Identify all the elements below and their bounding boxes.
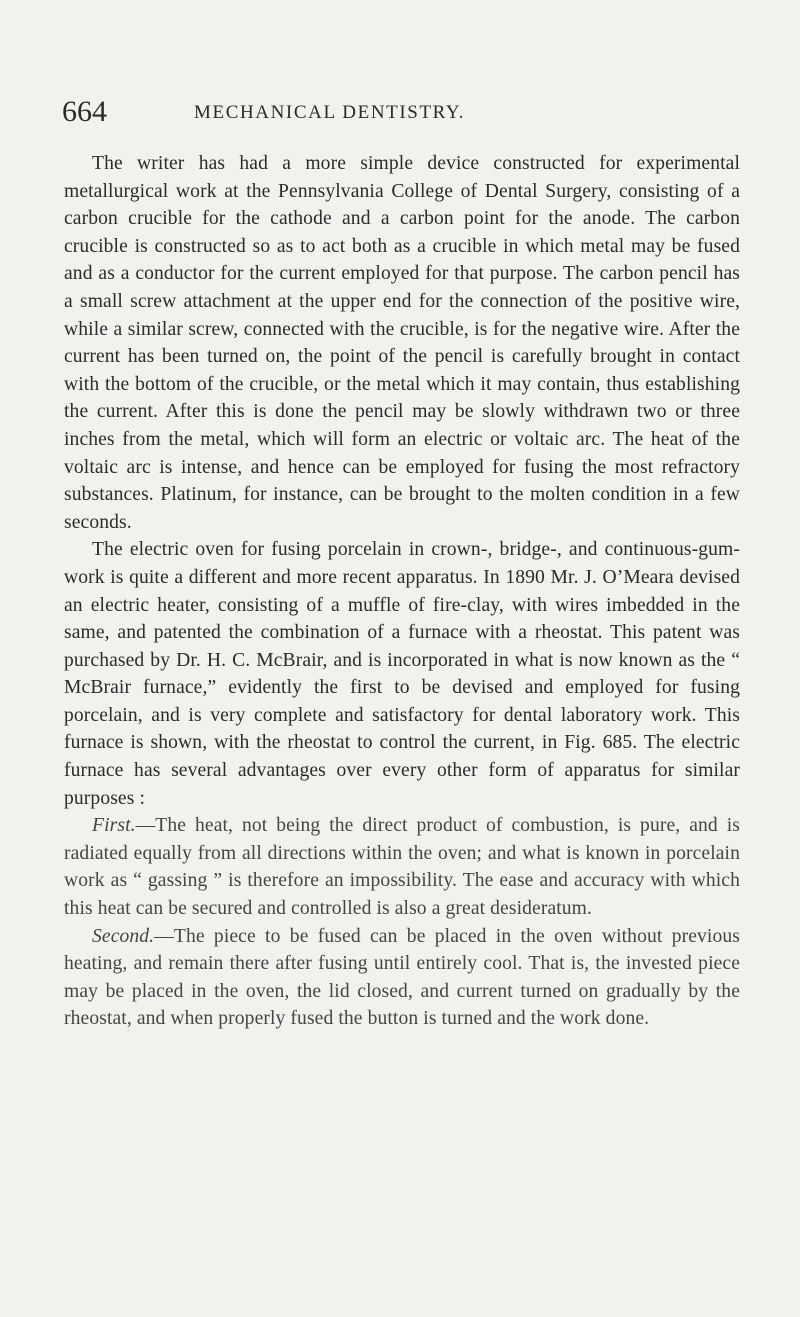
- paragraph-first-advantage: [64, 812, 740, 922]
- paragraph-lead: First.: [92, 815, 136, 837]
- paragraph-lead: Second.: [92, 925, 155, 947]
- body-text: [64, 150, 740, 1033]
- paragraph-text: —The heat, not being the direct product of combustion, is pure, and is radiated equally from all directions within the oven; and what is known in porcelain work as “ gassing ” is therefore an impossibility. The ease and accuracy with which this heat can be secured and controlled is also a great desideratum.: [64, 815, 740, 920]
- paragraph-text: The electric oven for fusing porcelain in crown-, bridge-, and continuous-gum-work is quite a different and more recent apparatus. In 1890 Mr. J. O’Meara devised an electric heater, consisting of a muffle of fire-clay, with wires imbedded in the same, and patented the combination of a furnace with a rheostat. This patent was purchased by Dr. H. C. McBrair, and is incorporated in what is now known as the “ McBrair furnace,” evidently the first to be devised and employed for fusing porcelain, and is very complete and satisfactory for dental laboratory work. This furnace is shown, with the rheostat to control the current, in Fig. 685. The electric furnace has several advantages over every other form of apparatus for similar purposes :: [64, 539, 740, 809]
- paragraph-carbon-crucible: [64, 150, 740, 536]
- paragraph-electric-oven: [64, 536, 740, 812]
- paragraph-second-advantage: [64, 923, 740, 1033]
- page-header: [62, 92, 742, 132]
- paragraph-text: The writer has had a more simple device constructed for experimental metallurgical work at the Pennsylvania College of Dental Surgery, consisting of a carbon crucible for the cathode and a carbon point for the anode. The carbon crucible is constructed so as to act both as a crucible in which metal may be fused and as a conductor for the current employed for that purpose. The carbon pencil has a small screw attachment at the upper end for the connection of the positive wire, while a similar screw, connected with the crucible, is for the negative wire. After the current has been turned on, the point of the pencil is carefully brought in contact with the bottom of the crucible, or the metal which it may contain, thus establishing the current. After this is done the pencil may be slowly withdrawn two or three inches from the metal, which will form an electric or voltaic arc. The heat of the voltaic arc is intense, and hence can be employed for fusing the most refractory substances. Platinum, for instance, can be brought to the molten condition in a few seconds.: [64, 153, 740, 533]
- page-number: 664: [62, 95, 107, 128]
- paragraph-text: —The piece to be fused can be placed in the oven without previous heating, and remain there after fusing until entirely cool. That is, the invested piece may be placed in the oven, the lid closed, and current turned on gradually by the rheostat, and when properly fused the button is turned and the work done.: [64, 925, 740, 1030]
- running-head: MECHANICAL DENTISTRY.: [194, 102, 466, 123]
